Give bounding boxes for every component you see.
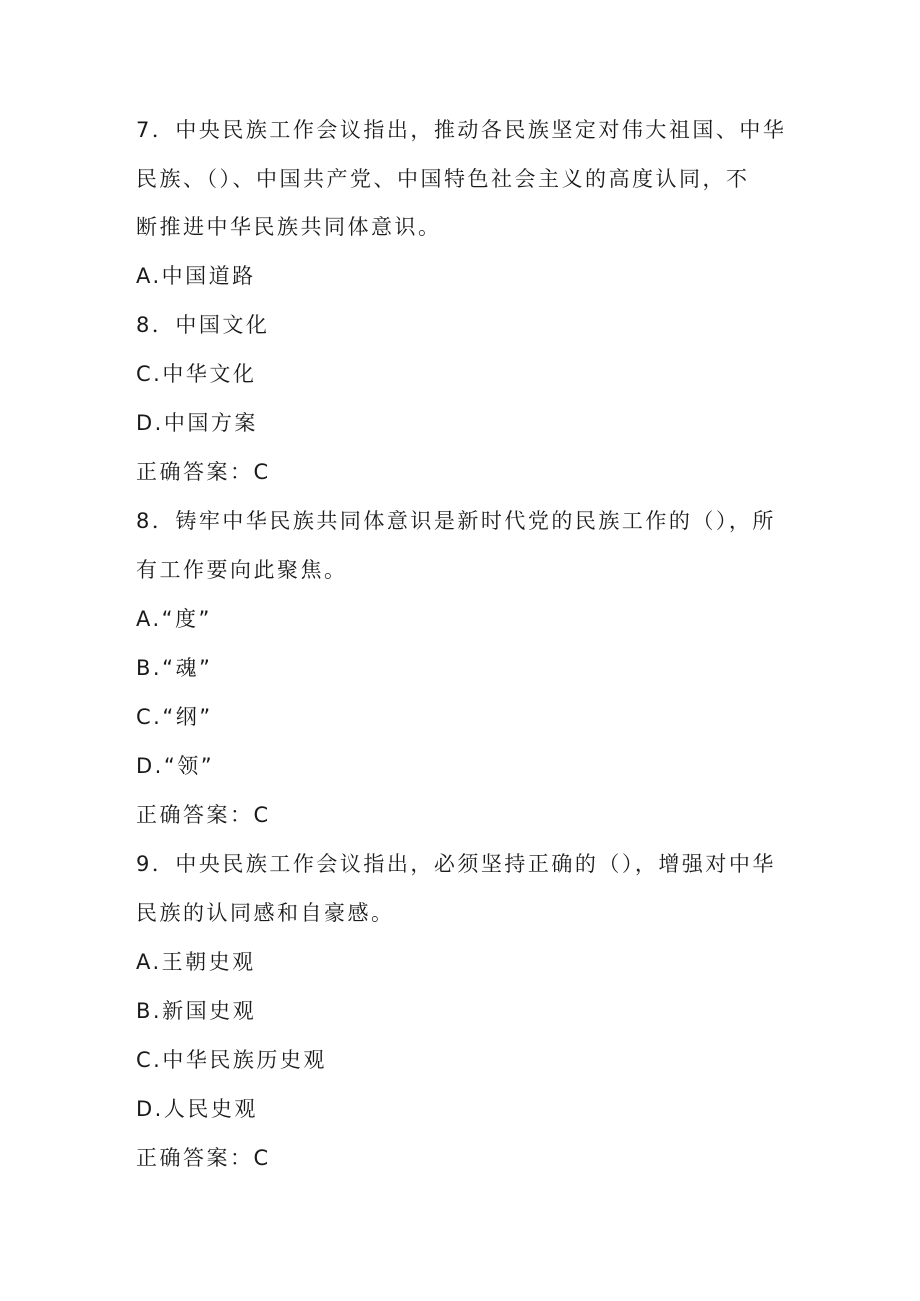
question-9-option-b: B.新国史观	[136, 999, 257, 1023]
question-8-option-b: B.“魂”	[136, 656, 213, 680]
question-8-option-d: D.“领”	[136, 754, 215, 778]
question-7-answer: 正确答案：C	[136, 460, 271, 484]
question-7-option-b: 8．中国文化	[136, 313, 270, 337]
question-8-stem-line-2: 有工作要向此聚焦。	[136, 558, 348, 582]
question-7-stem-line-2: 民族、（）、中国共产党、中国特色社会主义的高度认同，不	[136, 167, 750, 191]
question-9-stem-line-2: 民族的认同感和自豪感。	[136, 901, 395, 925]
question-8-option-c: C.“纲”	[136, 705, 213, 729]
question-7-option-d: D.中国方案	[136, 411, 258, 435]
question-7-stem-line-1: 7．中央民族工作会议指出，推动各民族坚定对伟大祖国、中华	[136, 118, 787, 142]
question-7-stem-line-3: 断推进中华民族共同体意识。	[136, 215, 442, 239]
question-8-answer: 正确答案：C	[136, 803, 271, 827]
question-8-stem-line-1: 8．铸牢中华民族共同体意识是新时代党的民族工作的（），所	[136, 509, 776, 533]
question-9-option-c: C.中华民族历史观	[136, 1048, 327, 1072]
question-9-stem-line-1: 9．中央民族工作会议指出，必须坚持正确的（），增强对中华	[136, 852, 776, 876]
question-7-option-c: C.中华文化	[136, 362, 257, 386]
question-8-option-a: A.“度”	[136, 607, 212, 631]
question-9-answer: 正确答案：C	[136, 1146, 271, 1170]
question-9-option-d: D.人民史观	[136, 1097, 258, 1121]
question-9-option-a: A.王朝史观	[136, 950, 256, 974]
question-7-option-a: A.中国道路	[136, 264, 256, 288]
